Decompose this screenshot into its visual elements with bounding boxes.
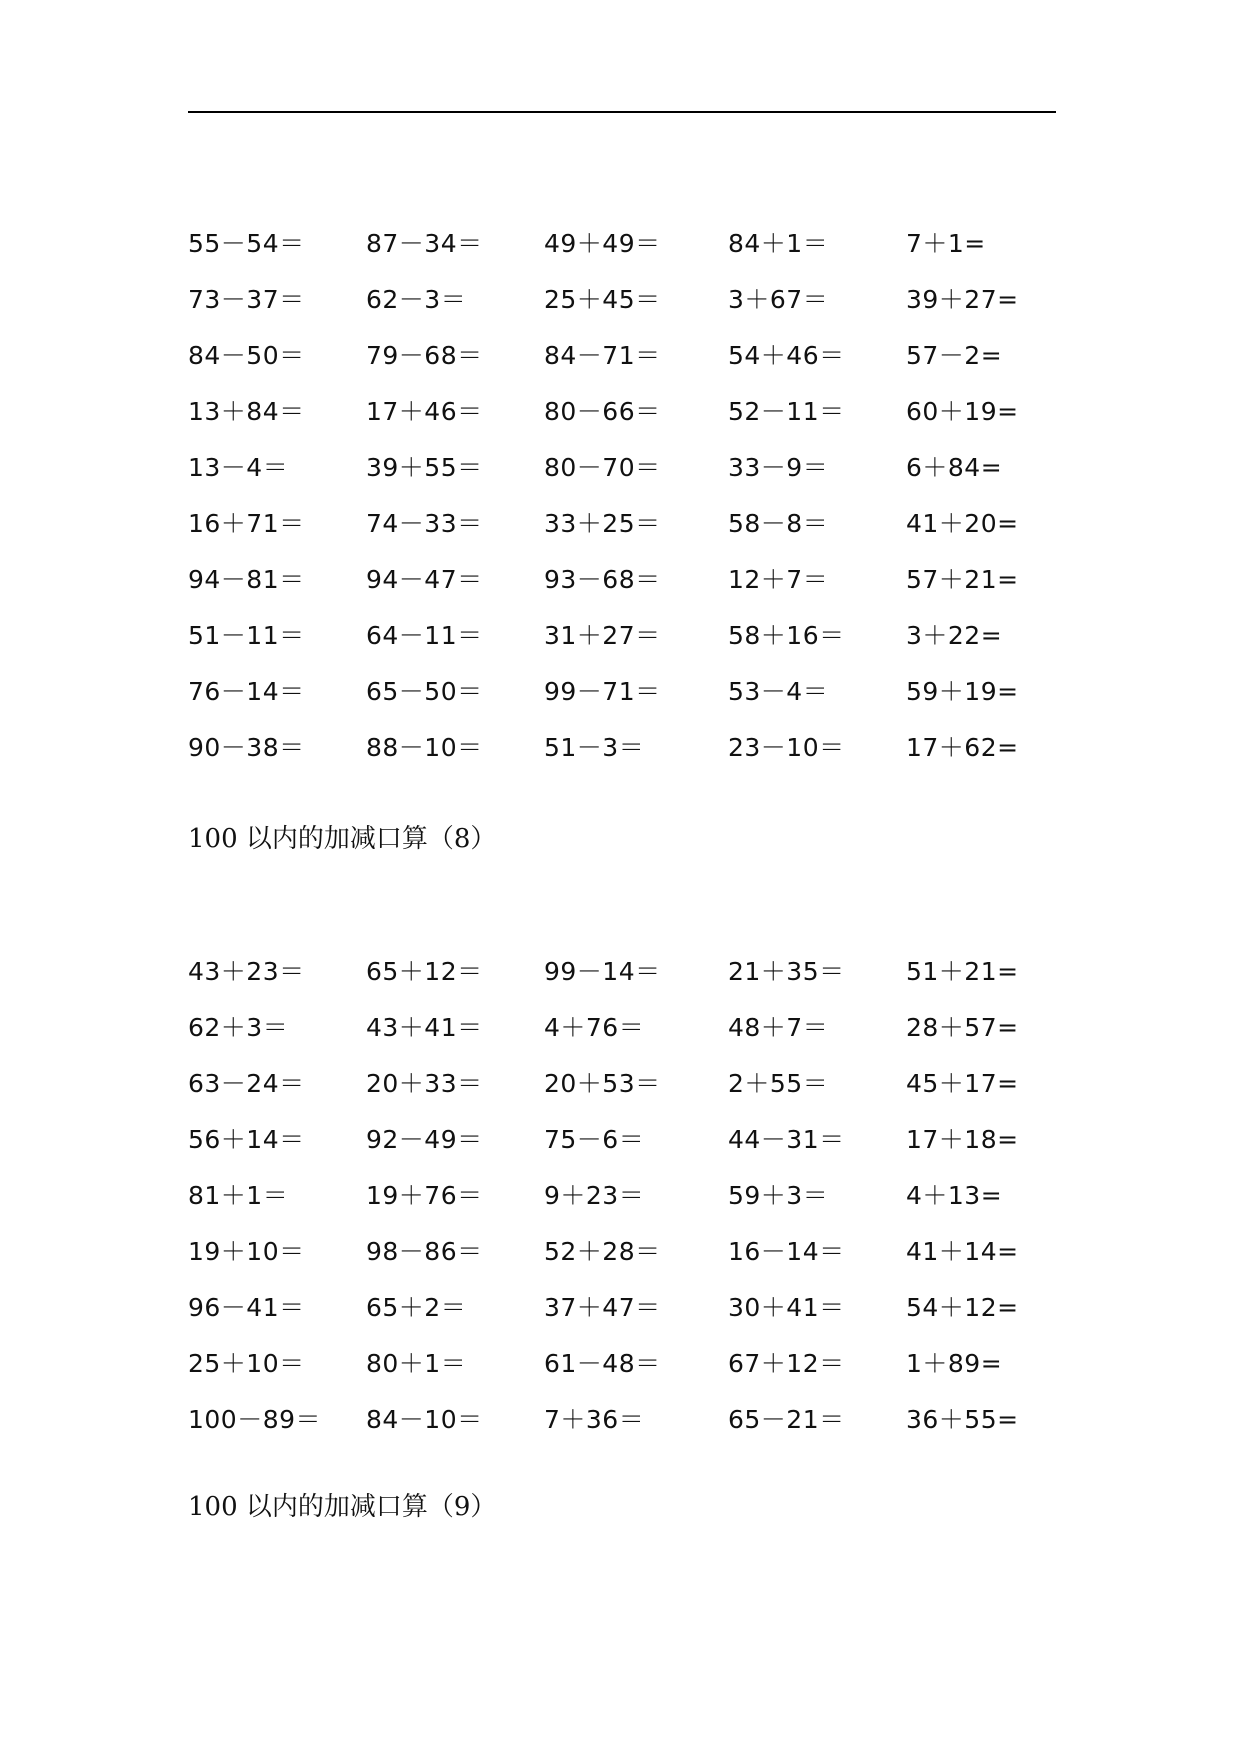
arithmetic-problem: 87－34＝ [366,229,483,258]
arithmetic-problem: 16＋71＝ [188,509,305,538]
arithmetic-problem: 64－11＝ [366,621,483,650]
arithmetic-problem: 39＋27= [906,285,1019,314]
arithmetic-problem: 80－66＝ [544,397,661,426]
header-rule [188,111,1056,113]
arithmetic-problem: 75－6＝ [544,1125,645,1154]
arithmetic-problem: 94－81＝ [188,565,305,594]
arithmetic-problem: 39＋55＝ [366,453,483,482]
arithmetic-problem: 19＋10＝ [188,1237,305,1266]
arithmetic-problem: 37＋47＝ [544,1293,661,1322]
arithmetic-problem: 99－71＝ [544,677,661,706]
arithmetic-problem: 49＋49＝ [544,229,661,258]
arithmetic-problem: 90－38＝ [188,733,305,762]
arithmetic-problem: 25＋45＝ [544,285,661,314]
arithmetic-problem: 74－33＝ [366,509,483,538]
arithmetic-problem: 54＋46＝ [728,341,845,370]
arithmetic-problem: 17＋18= [906,1125,1019,1154]
arithmetic-problem: 20＋53＝ [544,1069,661,1098]
arithmetic-problem: 19＋76＝ [366,1181,483,1210]
arithmetic-problem: 57－2= [906,341,1003,370]
arithmetic-problem: 45＋17= [906,1069,1019,1098]
arithmetic-problem: 20＋33＝ [366,1069,483,1098]
arithmetic-problem: 73－37＝ [188,285,305,314]
arithmetic-problem: 48＋7＝ [728,1013,829,1042]
arithmetic-problem: 52＋28＝ [544,1237,661,1266]
arithmetic-problem: 84＋1＝ [728,229,829,258]
arithmetic-problem: 57＋21= [906,565,1019,594]
arithmetic-problem: 98－86＝ [366,1237,483,1266]
arithmetic-problem: 2＋55＝ [728,1069,829,1098]
arithmetic-problem: 43＋41＝ [366,1013,483,1042]
arithmetic-problem: 81＋1＝ [188,1181,289,1210]
arithmetic-problem: 30＋41＝ [728,1293,845,1322]
arithmetic-problem: 63－24＝ [188,1069,305,1098]
arithmetic-problem: 58－8＝ [728,509,829,538]
arithmetic-problem: 92－49＝ [366,1125,483,1154]
arithmetic-problem: 76－14＝ [188,677,305,706]
arithmetic-problem: 31＋27＝ [544,621,661,650]
arithmetic-problem: 60＋19= [906,397,1019,426]
arithmetic-problem: 93－68＝ [544,565,661,594]
arithmetic-problem: 16－14＝ [728,1237,845,1266]
arithmetic-problem: 80－70＝ [544,453,661,482]
arithmetic-problem: 79－68＝ [366,341,483,370]
arithmetic-problem: 67＋12＝ [728,1349,845,1378]
arithmetic-problem: 51－11＝ [188,621,305,650]
arithmetic-problem: 4＋13= [906,1181,1003,1210]
section-title-9: 100 以内的加减口算（9） [188,1492,497,1522]
arithmetic-problem: 65＋12＝ [366,957,483,986]
arithmetic-problem: 13－4＝ [188,453,289,482]
arithmetic-problem: 65－21＝ [728,1405,845,1434]
arithmetic-problem: 7＋36＝ [544,1405,645,1434]
arithmetic-problem: 65＋2＝ [366,1293,467,1322]
arithmetic-problem: 59＋19= [906,677,1019,706]
arithmetic-problem: 99－14＝ [544,957,661,986]
arithmetic-problem: 59＋3＝ [728,1181,829,1210]
arithmetic-problem: 7＋1= [906,229,986,258]
arithmetic-problem: 13＋84＝ [188,397,305,426]
arithmetic-problem: 80＋1＝ [366,1349,467,1378]
arithmetic-problem: 96－41＝ [188,1293,305,1322]
arithmetic-problem: 51＋21= [906,957,1019,986]
arithmetic-problem: 6＋84= [906,453,1003,482]
arithmetic-problem: 41＋14= [906,1237,1019,1266]
arithmetic-problem: 28＋57= [906,1013,1019,1042]
arithmetic-problem: 61－48＝ [544,1349,661,1378]
arithmetic-problem: 17＋46＝ [366,397,483,426]
arithmetic-problem: 53－4＝ [728,677,829,706]
arithmetic-problem: 43＋23＝ [188,957,305,986]
arithmetic-problem: 84－10＝ [366,1405,483,1434]
arithmetic-problem: 51－3＝ [544,733,645,762]
arithmetic-problem: 23－10＝ [728,733,845,762]
arithmetic-problem: 4＋76＝ [544,1013,645,1042]
arithmetic-problem: 41＋20= [906,509,1019,538]
arithmetic-problem: 56＋14＝ [188,1125,305,1154]
arithmetic-problem: 21＋35＝ [728,957,845,986]
arithmetic-problem: 58＋16＝ [728,621,845,650]
arithmetic-problem: 12＋7＝ [728,565,829,594]
arithmetic-problem: 52－11＝ [728,397,845,426]
arithmetic-problem: 1＋89= [906,1349,1003,1378]
arithmetic-problem: 3＋67＝ [728,285,829,314]
arithmetic-problem: 17＋62= [906,733,1019,762]
arithmetic-problem: 36＋55= [906,1405,1019,1434]
section-title-8: 100 以内的加减口算（8） [188,824,497,854]
arithmetic-problem: 44－31＝ [728,1125,845,1154]
arithmetic-problem: 25＋10＝ [188,1349,305,1378]
arithmetic-problem: 94－47＝ [366,565,483,594]
arithmetic-problem: 62－3＝ [366,285,467,314]
arithmetic-problem: 54＋12= [906,1293,1019,1322]
arithmetic-problem: 62＋3＝ [188,1013,289,1042]
arithmetic-problem: 55－54＝ [188,229,305,258]
arithmetic-problem: 33－9＝ [728,453,829,482]
arithmetic-problem: 100－89＝ [188,1405,322,1434]
arithmetic-problem: 33＋25＝ [544,509,661,538]
arithmetic-problem: 9＋23＝ [544,1181,645,1210]
arithmetic-problem: 65－50＝ [366,677,483,706]
arithmetic-problem: 3＋22= [906,621,1003,650]
arithmetic-problem: 84－71＝ [544,341,661,370]
arithmetic-problem: 88－10＝ [366,733,483,762]
arithmetic-problem: 84－50＝ [188,341,305,370]
